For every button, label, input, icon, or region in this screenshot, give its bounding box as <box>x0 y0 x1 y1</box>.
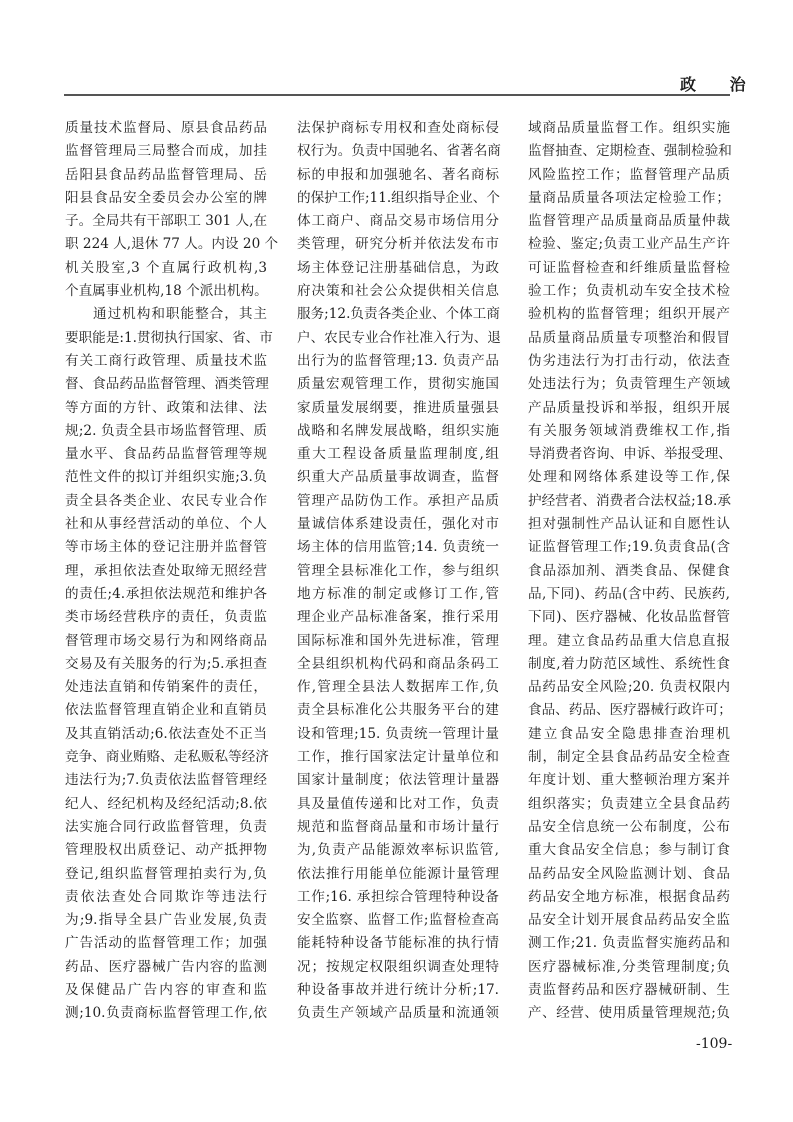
text-line: 组织落实；负责建立全县食品药 <box>528 795 730 812</box>
text-line: 可证监督检查和纤维质量监督检 <box>528 259 730 276</box>
text-line: 验工作；负责机动车安全技术检 <box>528 283 730 300</box>
text-line: 检验、鉴定;负责工业产品生产许 <box>528 236 730 253</box>
text-line: 管理产品防伪工作。承担产品质 <box>297 492 499 509</box>
text-line: 国家计量制度；依法管理计量器 <box>297 772 499 789</box>
text-line: 工作;16. 承担综合管理特种设备 <box>297 888 499 905</box>
text-line: 种设备事故并进行统计分析;17. <box>297 981 499 998</box>
text-line: 品安全计划开展食品药品安全监 <box>528 912 730 929</box>
text-line: 理，承担依法查处取缔无照经营 <box>65 562 267 579</box>
text-line: 重大工程设备质量监理制度,组 <box>297 446 499 463</box>
text-line: 伪劣违法行为打击行动，依法查 <box>528 352 730 369</box>
text-line: 处违法直销和传销案件的责任， <box>65 679 267 696</box>
text-line: 督、食品药品监督管理、酒类管理 <box>65 376 269 393</box>
text-line: 家质量发展纲要，推进质量强县 <box>297 399 499 416</box>
text-line: 依法监督管理直销企业和直销员 <box>65 702 267 719</box>
text-line: 有关服务领域消费维权工作,指 <box>528 422 730 439</box>
text-line: 产品质量投诉和举报，组织开展 <box>528 399 730 416</box>
text-line: 为,负责产品能源效率标识监管, <box>297 842 499 859</box>
text-line: 个直属事业机构,18 个派出机构。 <box>65 283 268 300</box>
text-line: 及其直销活动;6.依法查处不正当 <box>65 725 267 742</box>
text-line: 地方标准的制定或修订工作,管 <box>297 585 499 602</box>
text-line: 子。全局共有干部职工 301 人,在 <box>65 213 268 230</box>
text-line: 有关工商行政管理、质量技术监 <box>65 352 267 369</box>
text-line: 等方面的方针、政策和法律、法 <box>65 399 267 416</box>
text-line: 责监督药品和医疗器械研制、生 <box>528 981 730 998</box>
section-title: 政 治 <box>680 75 760 94</box>
text-line: 纪人、经纪机构及经纪活动;8.依 <box>65 795 267 812</box>
text-line: 品,下同)、药品(含中药、民族药, <box>528 585 730 602</box>
text-line: 管理股权出质登记、动产抵押物 <box>65 842 267 859</box>
text-line: 的保护工作;11.组织指导企业、个 <box>297 189 500 206</box>
text-line: 监督抽查、定期检查、强制检验和 <box>528 143 732 160</box>
text-line: 要职能是:1.贯彻执行国家、省、市 <box>65 329 273 346</box>
text-line: 及保健品广告内容的审查和监 <box>65 981 267 998</box>
text-line: 范性文件的拟订并组织实施;3.负 <box>65 469 267 486</box>
text-line: 法实施合同行政监督管理，负责 <box>65 818 267 835</box>
text-line: 责全县各类企业、农民专业合作 <box>65 492 267 509</box>
text-line: 品药品安全风险监测计划、食品 <box>528 865 730 882</box>
text-line: 处理和网络体系建设等工作,保 <box>528 469 730 486</box>
text-line: 品药品安全风险;20. 负责权限内 <box>528 679 730 696</box>
text-line: 量商品质量各项法定检验工作； <box>528 189 730 206</box>
text-line: 权行为。负责中国驰名、省著名商 <box>297 143 501 160</box>
text-line: 护经营者、消费者合法权益;18.承 <box>528 492 731 509</box>
text-line: 督管理市场交易行为和网络商品 <box>65 632 267 649</box>
text-line: 场主体登记注册基础信息，为政 <box>297 259 499 276</box>
text-line: 类管理，研究分析并依法发布市 <box>297 236 499 253</box>
text-line: 广告活动的监督管理工作；加强 <box>65 935 267 952</box>
text-line: 社和从事经营活动的单位、个人 <box>65 516 267 533</box>
text-line: 担对强制性产品认证和自愿性认 <box>528 516 730 533</box>
text-line: 机关股室,3 个直属行政机构,3 <box>65 259 267 276</box>
text-line: 阳县食品安全委员会办公室的牌 <box>65 189 267 206</box>
text-line: 场主体的信用监管;14. 负责统一 <box>297 539 499 556</box>
text-line: 理。建立食品药品重大信息直报 <box>528 632 730 649</box>
text-line: 测;10.负责商标监督管理工作,依 <box>65 1005 267 1022</box>
text-line: 处违法行为；负责管理生产领域 <box>528 376 730 393</box>
text-line: 管理全县标准化工作，参与组织 <box>297 562 499 579</box>
text-column-1 <box>65 117 279 1026</box>
text-line: 等市场主体的登记注册并监督管 <box>65 539 267 556</box>
text-line: 责全县标准化公共服务平台的建 <box>297 702 499 719</box>
text-line: 能耗特种设备节能标准的执行情 <box>297 935 499 952</box>
text-line: 药品、医疗器械广告内容的监测 <box>65 958 267 975</box>
text-line: 食品添加剂、酒类食品、保健食 <box>528 562 730 579</box>
text-line: 量诚信体系建设责任，强化对市 <box>297 516 499 533</box>
text-line: 量水平、食品药品监督管理等规 <box>65 446 267 463</box>
text-line: 岳阳县食品药品监督管理局、岳 <box>65 166 267 183</box>
text-line: 食品、药品、医疗器械行政许可； <box>528 702 732 719</box>
text-line: 测工作;21. 负责监督实施药品和 <box>528 935 730 952</box>
text-column-2 <box>297 117 499 1026</box>
text-line: 验机构的监督管理；组织开展产 <box>528 306 730 323</box>
text-line: 下同)、医疗器械、化妆品监督管 <box>528 609 730 626</box>
text-line: 具及量值传递和比对工作，负责 <box>297 795 499 812</box>
text-line: 类市场经营秩序的责任，负责监 <box>65 609 267 626</box>
text-line: 年度计划、重大整顿治理方案并 <box>528 772 730 789</box>
text-line: 域商品质量监督工作。组织实施 <box>528 120 730 136</box>
text-line: 工作，推行国家法定计量单位和 <box>297 749 499 766</box>
text-line: 制，制定全县食品药品安全检查 <box>528 749 730 766</box>
text-line: 作,管理全县法人数据库工作,负 <box>297 679 499 696</box>
text-line: 国际标准和国外先进标准，管理 <box>297 632 499 649</box>
text-line: 导消费者咨询、申诉、举报受理、 <box>528 446 732 463</box>
text-line: 职 224 人,退休 77 人。内设 20 个 <box>65 236 279 253</box>
text-line: 违法行为;7.负责依法监督管理经 <box>65 772 267 789</box>
text-line: 标的申报和加强驰名、著名商标 <box>297 166 499 183</box>
text-line: 通过机构和职能整合，其主 <box>93 306 267 323</box>
text-line: 监督管理产品质量商品质量仲裁 <box>528 213 730 230</box>
text-line: 重大食品安全信息；参与制订食 <box>528 842 730 859</box>
text-line: 出行为的监督管理;13. 负责产品 <box>297 352 499 369</box>
text-line: 服务;12.负责各类企业、个体工商 <box>297 306 500 323</box>
text-line: 全县组织机构代码和商品条码工 <box>297 655 499 672</box>
text-line: 责依法查处合同欺诈等违法行 <box>65 888 267 905</box>
text-line: 品质量商品质量专项整治和假冒 <box>528 329 730 346</box>
text-line: 为;9.指导全县广告业发展,负责 <box>65 912 267 929</box>
text-line: 况；按规定权限组织调查处理特 <box>297 958 499 975</box>
text-line: 证监督管理工作;19.负责食品(含 <box>528 539 730 556</box>
page-number: -109- <box>696 1036 733 1052</box>
text-line: 负责生产领域产品质量和流通领 <box>297 1005 499 1022</box>
text-line: 制度,着力防范区域性、系统性食 <box>528 655 730 672</box>
text-line: 规范和监督商品量和市场计量行 <box>297 818 499 835</box>
text-line: 医疗器械标准,分类管理制度;负 <box>528 958 730 975</box>
text-line: 依法推行用能单位能源计量管理 <box>297 865 499 882</box>
text-line: 战略和名牌发展战略，组织实施 <box>297 422 499 439</box>
text-line: 体工商户、商品交易市场信用分 <box>297 213 499 230</box>
text-line: 产、经营、使用质量管理规范;负 <box>528 1005 730 1022</box>
text-line: 的责任;4.承担依法规范和维护各 <box>65 585 267 602</box>
header-rule <box>64 94 730 96</box>
text-line: 质量技术监督局、原县食品药品 <box>65 120 267 136</box>
text-line: 织重大产品质量事故调查，监督 <box>297 469 499 486</box>
text-line: 竞争、商业贿赂、走私贩私等经济 <box>65 749 269 766</box>
text-line: 规;2. 负责全县市场监督管理、质 <box>65 422 267 439</box>
text-line: 法保护商标专用权和查处商标侵 <box>297 120 499 136</box>
text-line: 质量宏观管理工作，贯彻实施国 <box>297 376 499 393</box>
text-line: 府决策和社会公众提供相关信息 <box>297 283 499 300</box>
text-line: 安全监察、监督工作;监督检查高 <box>297 912 499 929</box>
text-line: 建立食品安全隐患排查治理机 <box>528 725 730 742</box>
text-line: 户、农民专业合作社准入行为、退 <box>297 329 501 346</box>
text-line: 理企业产品标准备案，推行采用 <box>297 609 499 626</box>
text-line: 登记,组织监督管理拍卖行为,负 <box>65 865 267 882</box>
text-line: 设和管理;15. 负责统一管理计量 <box>297 725 499 742</box>
text-line: 交易及有关服务的行为;5.承担查 <box>65 655 267 672</box>
text-line: 风险监控工作；监督管理产品质 <box>528 166 730 183</box>
text-line: 药品安全地方标准，根据食品药 <box>528 888 730 905</box>
text-column-3 <box>528 117 730 1026</box>
text-line: 监督管理局三局整合而成，加挂 <box>65 143 267 160</box>
text-line: 品安全信息统一公布制度，公布 <box>528 818 730 835</box>
